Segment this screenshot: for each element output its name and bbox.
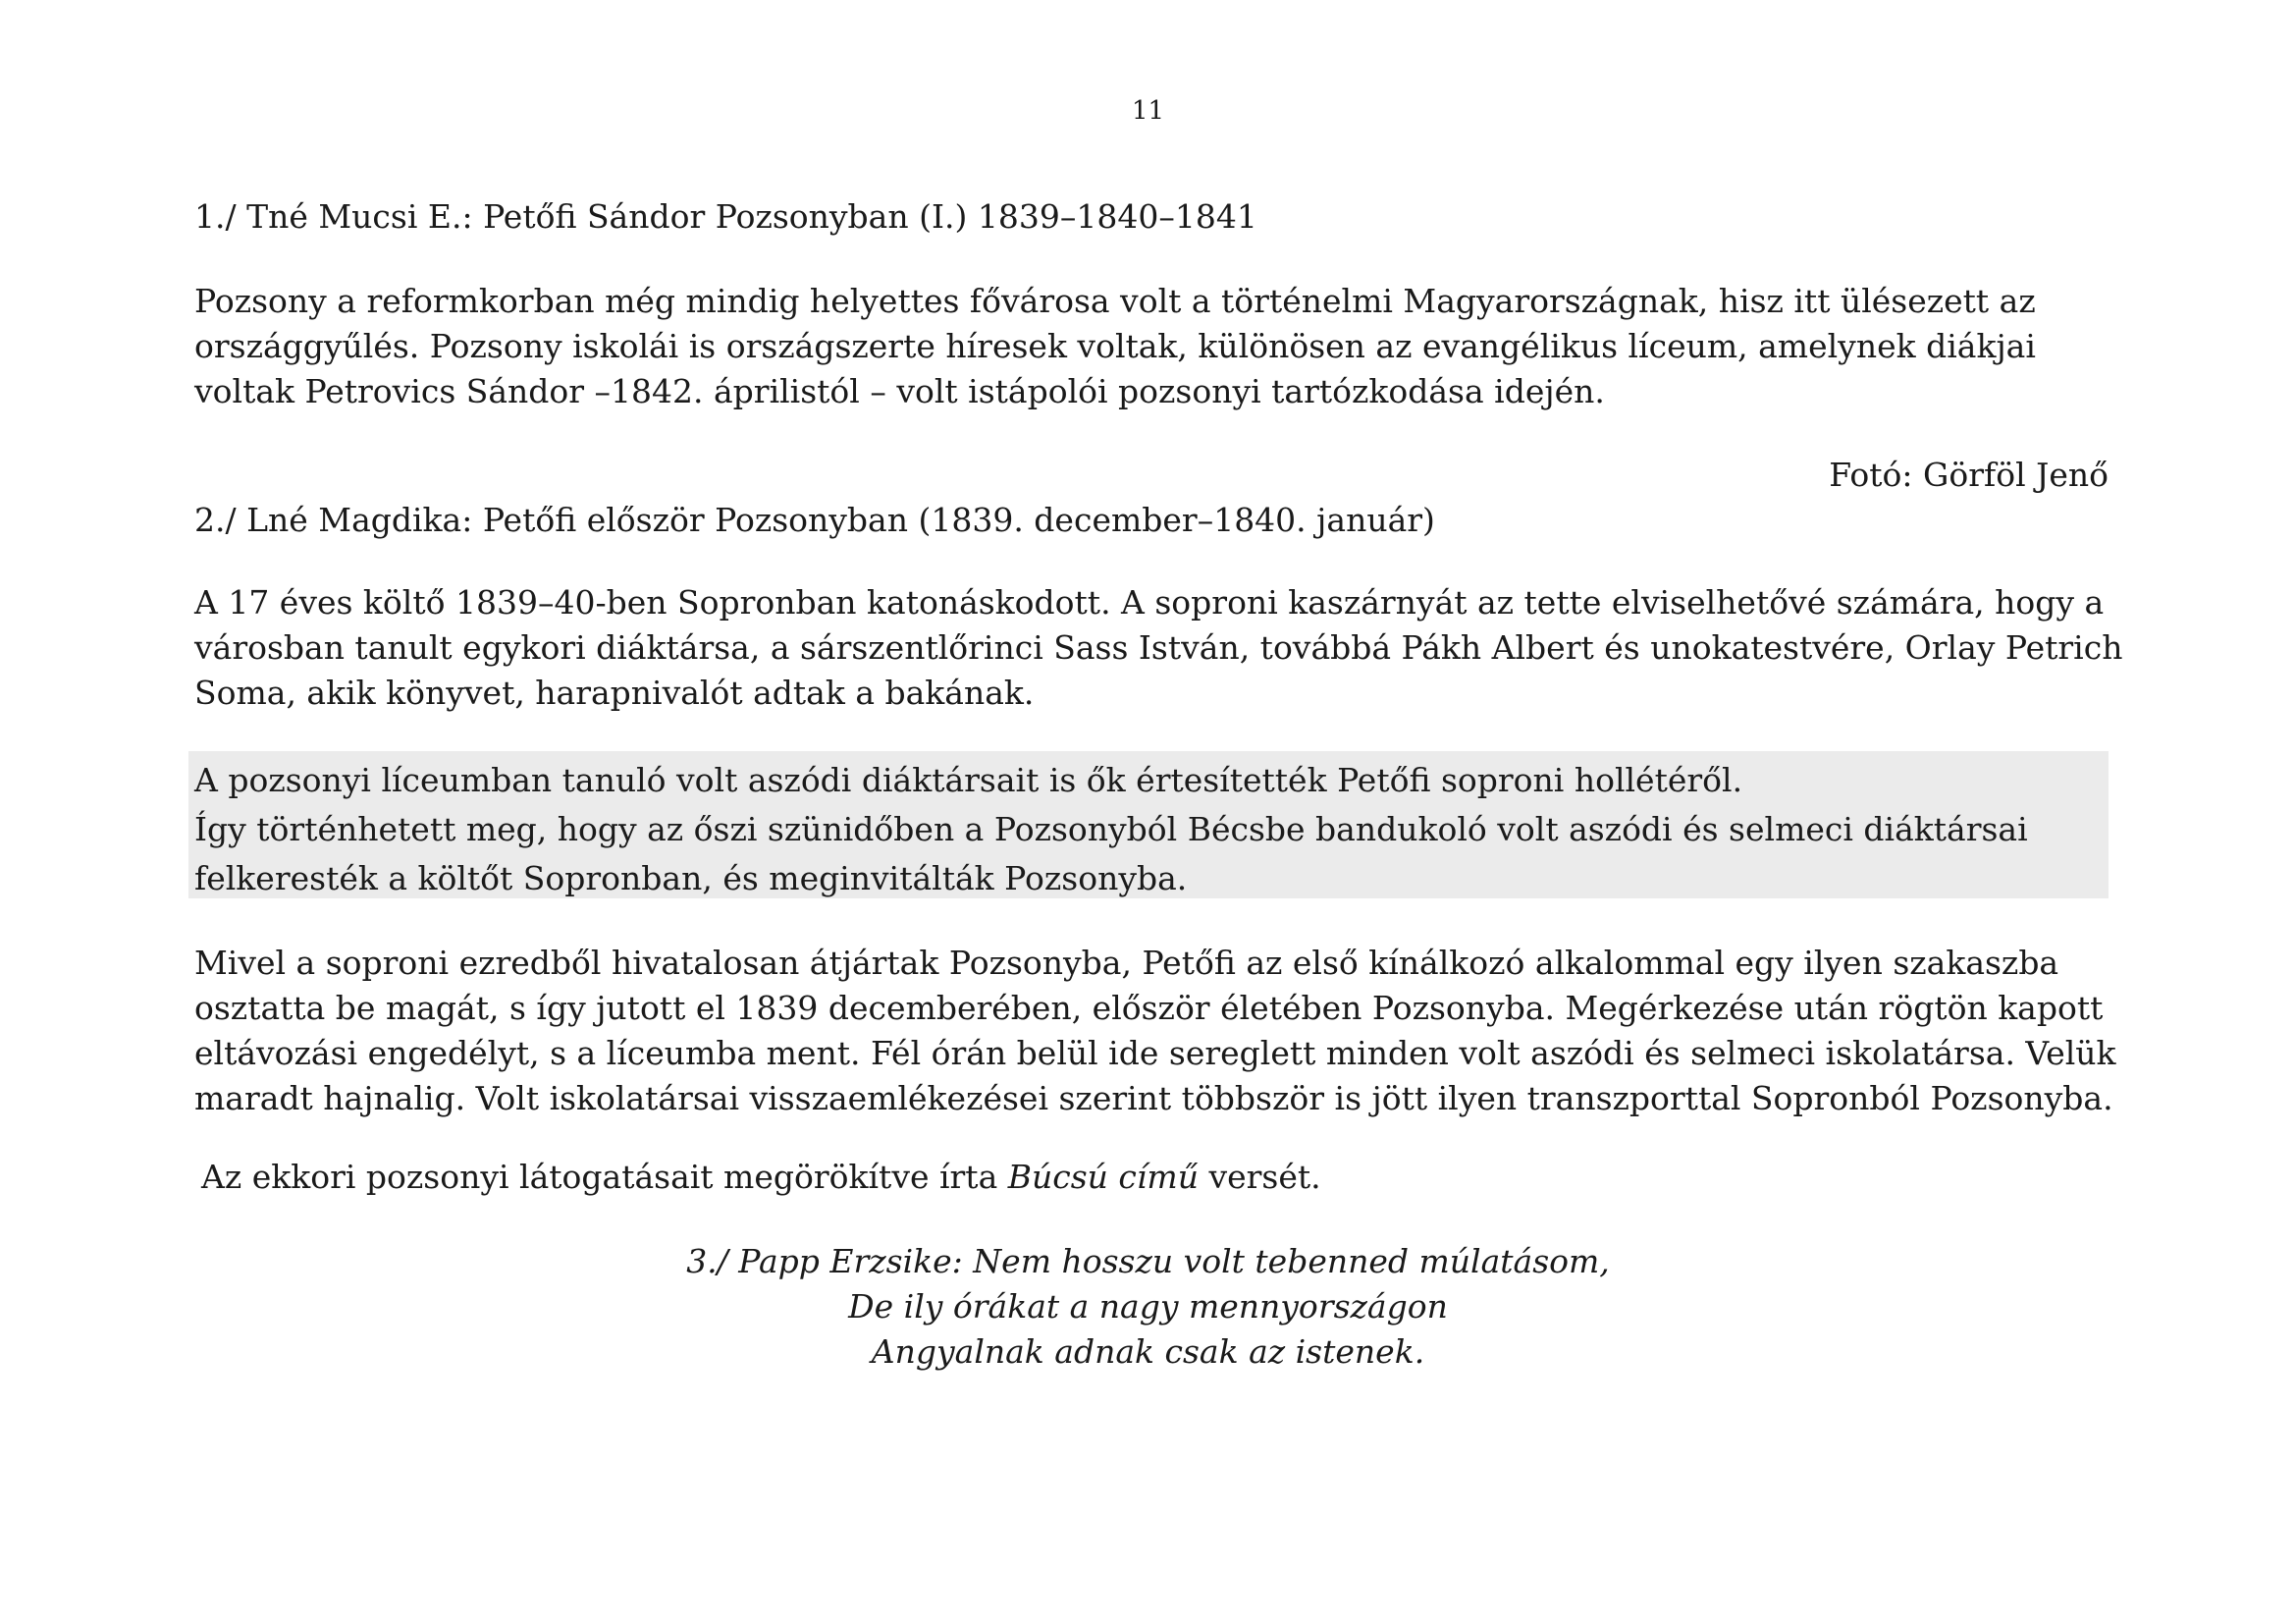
section-1-paragraph	[194, 279, 2118, 414]
paragraph-line: Így történhetett meg, hogy az őszi szünidőben a Pozsonyból Bécsbe bandukoló volt aszódi és selmeci diáktársai	[194, 810, 2028, 848]
closing-text-after: versét.	[1198, 1158, 1321, 1196]
paragraph-line: A 17 éves költő 1839–40-ben Sopronban katonáskodott. A soproni kaszárnyát az tette elviselhetővé számára, hogy a	[194, 583, 2105, 622]
poem-line: 3./ Papp Erzsike: Nem hosszu volt tebenned múlatásom,	[686, 1242, 1610, 1280]
closing-sentence	[201, 1155, 2125, 1200]
paragraph-line: A pozsonyi líceumban tanuló volt aszódi diáktársait is ők értesítették Petőfi soproni hollétéről.	[194, 761, 1743, 799]
paragraph-line: felkeresték a költőt Sopronban, és meginvitálták Pozsonyba.	[194, 859, 1188, 897]
highlighted-paragraph	[194, 756, 2118, 903]
section-2-heading: 2./ Lné Magdika: Petőfi először Pozsonyban (1839. december–1840. január)	[194, 501, 1435, 539]
photo-credit: Fotó: Görföl Jenő	[1829, 456, 2109, 494]
section-2-paragraph	[194, 580, 2123, 716]
poem-line: Angyalnak adnak csak az istenek.	[871, 1332, 1425, 1371]
section-2-paragraph-2	[194, 941, 2118, 1121]
paragraph-line: voltak Petrovics Sándor –1842. áprilistól – volt istápolói pozsonyi tartózkodása idején.	[194, 372, 1605, 410]
paragraph-line: Pozsony a reformkorban még mindig helyettes fővárosa volt a történelmi Magyarországnak, hisz itt ülésezett az	[194, 282, 2036, 320]
paragraph-line: osztatta be magát, s így jutott el 1839 decemberében, először életében Pozsonyba. Megérkezése után rögtön kapott	[194, 989, 2104, 1027]
poem-line: De ily órákat a nagy mennyországon	[848, 1287, 1448, 1326]
paragraph-line: maradt hajnalig. Volt iskolatársai visszaemlékezései szerint többször is jött ilyen transzporttal Sopronból Pozsonyba.	[194, 1079, 2113, 1117]
paragraph-line: országgyűlés. Pozsony iskolái is országszerte híresek voltak, különösen az evangélikus líceum, amelynek diákjai	[194, 327, 2036, 365]
paragraph-line: eltávozási engedélyt, s a líceumba ment. Fél órán belül ide sereglett minden volt aszódi és selmeci iskolatársa. Velük	[194, 1034, 2116, 1072]
poem-title: Búcsú című	[1007, 1158, 1199, 1196]
closing-text-before: Az ekkori pozsonyi látogatásait megörökítve írta	[201, 1158, 1008, 1196]
poem-excerpt	[0, 1239, 2296, 1375]
paragraph-line: Soma, akik könyvet, harapnivalót adtak a bakának.	[194, 674, 1035, 712]
paragraph-line: városban tanult egykori diáktársa, a sárszentlőrinci Sass István, továbbá Pákh Albert és unokatestvére, Orlay Petrich	[194, 628, 2123, 667]
page-number: 11	[1131, 96, 1165, 126]
paragraph-line: Mivel a soproni ezredből hivatalosan átjártak Pozsonyba, Petőfi az első kínálkozó alkalommal egy ilyen szakaszba	[194, 944, 2059, 982]
section-1-heading: 1./ Tné Mucsi E.: Petőfi Sándor Pozsonyban (I.) 1839–1840–1841	[194, 197, 1257, 236]
